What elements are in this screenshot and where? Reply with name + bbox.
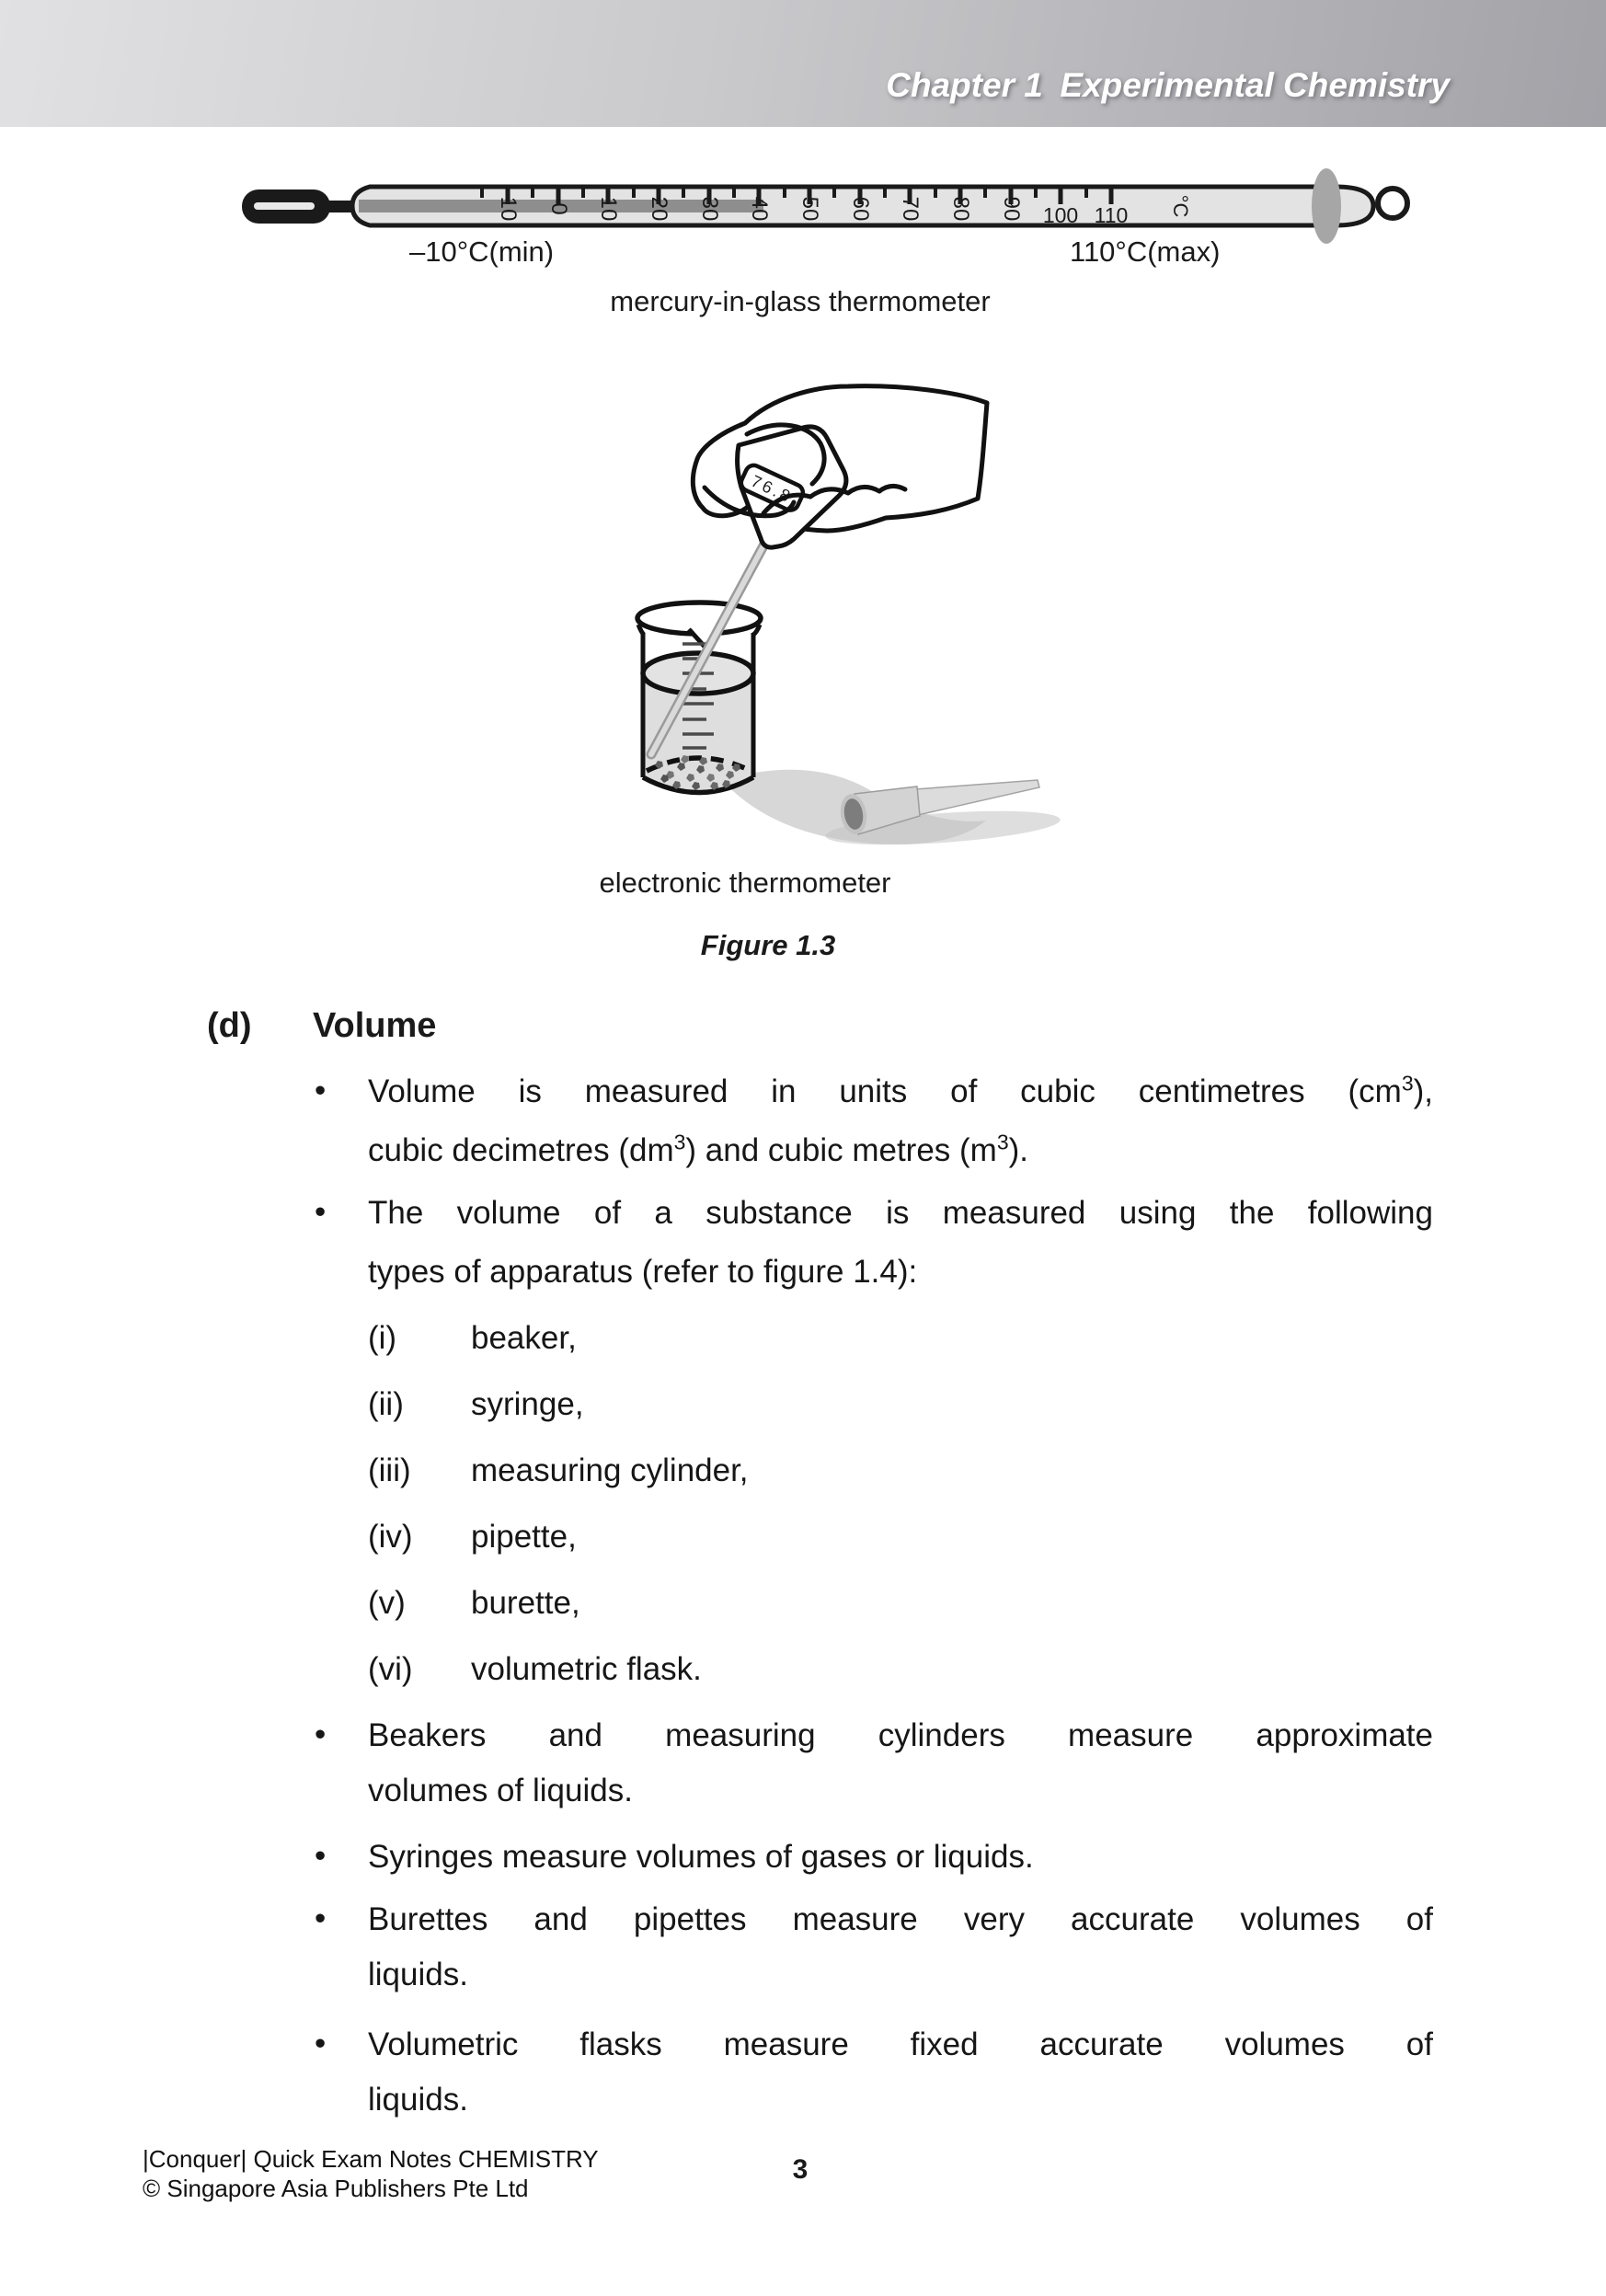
bullet5-line2: liquids. — [368, 1957, 468, 1992]
scale-label: 80 — [948, 196, 973, 222]
figure-caption: Figure 1.3 — [700, 929, 836, 961]
text-run: Volume is measured in units of cubic centimetres (cm — [368, 1073, 1402, 1109]
bullet4-line1: Syringes measure volumes of gases or liquids. — [368, 1839, 1034, 1875]
item-numeral: (i) — [368, 1320, 397, 1356]
bullet-icon: • — [315, 1716, 327, 1752]
scale-label: 30 — [697, 196, 722, 222]
text-run: cubic decimetres (dm — [368, 1132, 674, 1168]
beaker — [637, 603, 761, 793]
footer-copyright: © Singapore Asia Publishers Pte Ltd — [143, 2175, 529, 2202]
superscript: 3 — [673, 1130, 686, 1154]
item-label: measuring cylinder, — [471, 1452, 749, 1488]
footer-series: |Conquer| Quick Exam Notes CHEMISTRY — [143, 2145, 599, 2173]
scale-label: 90 — [999, 196, 1024, 222]
bullet-icon: • — [315, 1073, 327, 1108]
page-number: 3 — [792, 2154, 809, 2185]
apparatus-item — [368, 1584, 1433, 1623]
scale-label: 40 — [747, 196, 772, 222]
item-numeral: (iv) — [368, 1519, 413, 1555]
scale-label: 10 — [496, 196, 521, 222]
electronic-thermometer-figure — [552, 350, 1067, 865]
mercury-thermometer-caption: mercury-in-glass thermometer — [610, 285, 991, 317]
bullet6-line1: Volumetric flasks measure fixed accurate volumes of — [368, 2026, 1433, 2062]
bullet5-line1: Burettes and pipettes measure very accurate volumes of — [368, 1901, 1433, 1937]
text-run: ), — [1413, 1073, 1433, 1109]
bullet-icon: • — [315, 1900, 327, 1936]
text-run: ) and cubic metres (m — [685, 1132, 997, 1168]
item-label: burette, — [471, 1585, 580, 1621]
scale-label-110: 110 — [1094, 203, 1129, 227]
bullet6-line2: liquids. — [368, 2082, 468, 2118]
electronic-thermometer-caption: electronic thermometer — [599, 867, 891, 899]
apparatus-item — [368, 1452, 1433, 1490]
lcd-reading: 76.8 — [748, 471, 796, 507]
bullet1-line1 — [368, 1073, 1433, 1111]
scale-label: 10 — [596, 196, 621, 222]
scale-unit-celsius: °C — [1169, 194, 1192, 218]
bullet2-line2: types of apparatus (refer to figure 1.4): — [368, 1254, 918, 1290]
bulb-highlight — [254, 202, 315, 210]
superscript: 3 — [996, 1130, 1009, 1154]
bullet-icon: • — [315, 1838, 327, 1874]
thermometer-band — [1312, 168, 1341, 244]
chapter-banner — [0, 0, 1606, 127]
bullet2-line1: The volume of a substance is measured using the following — [368, 1195, 1433, 1231]
chapter-title: Chapter 1 Experimental Chemistry — [886, 66, 1450, 104]
scale-label-100: 100 — [1042, 203, 1079, 227]
superscript: 3 — [1401, 1071, 1414, 1096]
item-numeral: (vi) — [368, 1651, 413, 1687]
item-label: beaker, — [471, 1320, 577, 1356]
item-numeral: (v) — [368, 1585, 406, 1621]
scale-label: 0 — [546, 202, 571, 215]
section-marker: (d) — [207, 1006, 252, 1045]
scale-label: 20 — [647, 196, 671, 222]
scale-label: 70 — [898, 196, 923, 222]
bullet1-line2 — [368, 1131, 1433, 1170]
thermometer-ring — [1378, 189, 1407, 218]
section-title: Volume — [313, 1006, 437, 1045]
item-label: volumetric flask. — [471, 1651, 702, 1687]
text-run: ). — [1008, 1132, 1029, 1168]
bullet-icon: • — [315, 2026, 327, 2061]
apparatus-item — [368, 1385, 1433, 1424]
bullet3-line2: volumes of liquids. — [368, 1773, 633, 1808]
item-numeral: (iii) — [368, 1452, 411, 1488]
thermometer-max-label: 110°C(max) — [1070, 235, 1221, 268]
apparatus-item — [368, 1518, 1433, 1556]
item-numeral: (ii) — [368, 1386, 404, 1422]
apparatus-item — [368, 1319, 1433, 1358]
bullet3-line1: Beakers and measuring cylinders measure approximate — [368, 1717, 1433, 1753]
beaker-rim — [637, 603, 761, 634]
item-label: pipette, — [471, 1519, 577, 1555]
item-label: syringe, — [471, 1386, 584, 1422]
scale-label: 60 — [848, 196, 873, 222]
apparatus-item — [368, 1650, 1433, 1689]
thermometer-min-label: –10°C(min) — [409, 235, 555, 268]
bullet-icon: • — [315, 1194, 327, 1230]
scale-label: 50 — [797, 196, 822, 222]
